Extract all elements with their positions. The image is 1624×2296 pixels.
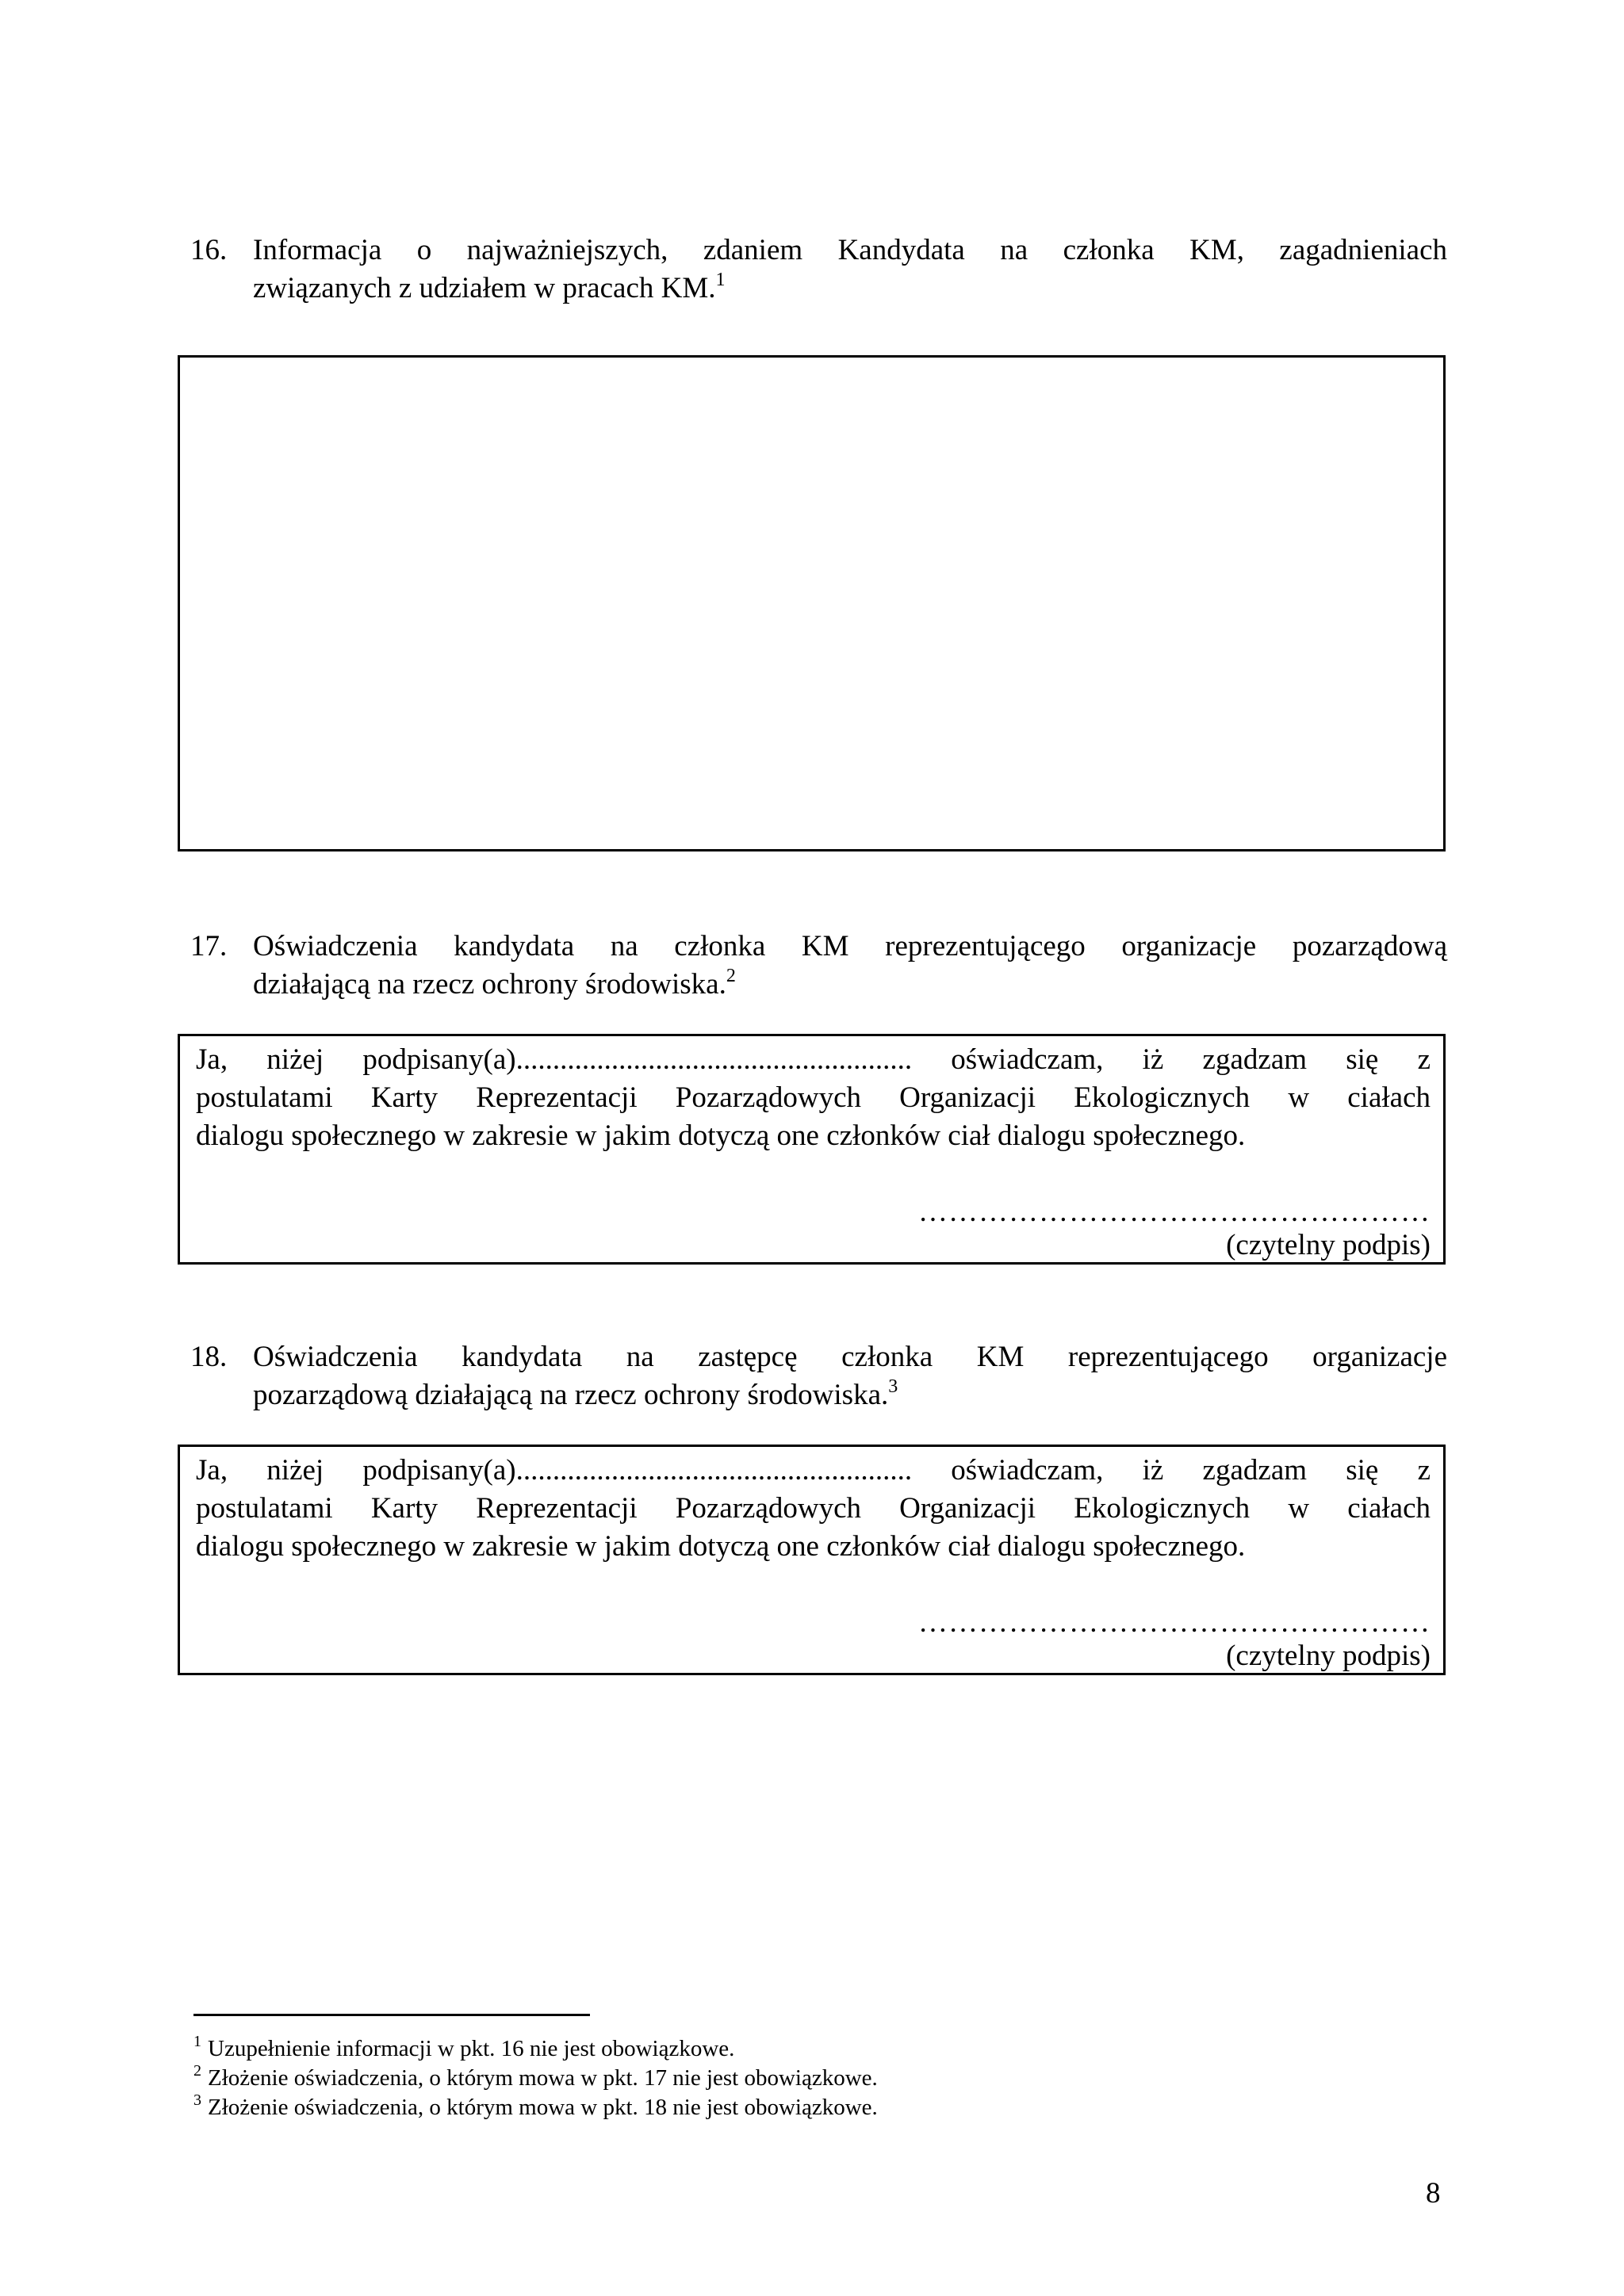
footnote-divider — [193, 2014, 590, 2016]
item-18-number: 18. — [190, 1341, 228, 1373]
item-16-answer-box[interactable] — [178, 355, 1446, 851]
item-18-heading-line2 — [253, 1376, 1447, 1414]
item-17-heading — [253, 928, 1447, 1004]
item-18-signature-label: (czytelny podpis) — [1226, 1640, 1431, 1672]
footnote-ref-3: 3 — [888, 1376, 898, 1397]
item-17-heading-line1: Oświadczenia kandydata na członka KM reprezentującego organizacje pozarządową — [253, 930, 1447, 962]
item-17-heading-line2-text: działającą na rzecz ochrony środowiska. — [253, 968, 726, 1001]
item-18-declaration-line2: postulatami Karty Reprezentacji Pozarządowych Organizacji Ekologicznych w ciałach — [196, 1492, 1431, 1525]
item-16-heading-line2-text: związanych z udziałem w pracach KM. — [253, 272, 716, 304]
item-18-heading — [253, 1338, 1447, 1414]
footnote-2 — [193, 2064, 1304, 2093]
item-16-heading — [253, 232, 1447, 308]
item-17-heading-line2 — [253, 966, 1447, 1004]
item-18-declaration-line3: dialogu społecznego w zakresie w jakim dotyczą one członków ciał dialogu społecznego. — [196, 1530, 1246, 1563]
item-18 — [190, 1338, 1447, 1414]
item-17-declaration-line1: Ja, niżej podpisany(a)...................................................... oświadczam, iż zgadzam się z — [196, 1043, 1431, 1076]
item-18-heading-line2-text: pozarządową działającą na rzecz ochrony środowiska. — [253, 1379, 889, 1411]
footnote-ref-1: 1 — [715, 269, 726, 290]
item-16-number: 16. — [190, 234, 228, 266]
item-17-declaration-box — [178, 1034, 1446, 1265]
footnote-2-mark: 2 — [193, 2062, 201, 2080]
footnote-1-mark: 1 — [193, 2033, 201, 2051]
footnote-3-text: Złożenie oświadczenia, o którym mowa w pkt. 18 nie jest obowiązkowe. — [208, 2095, 878, 2120]
item-18-declaration-box — [178, 1445, 1446, 1675]
item-17-number: 17. — [190, 930, 228, 962]
footnote-1 — [193, 2034, 1304, 2064]
item-18-heading-line1: Oświadczenia kandydata na zastępcę członka KM reprezentującego organizacje — [253, 1341, 1447, 1373]
item-18-signature-line[interactable]: …………………………………………… — [918, 1606, 1431, 1639]
item-17-signature-line[interactable]: …………………………………………… — [918, 1196, 1431, 1228]
item-17 — [190, 928, 1447, 1004]
footnote-2-text: Złożenie oświadczenia, o którym mowa w pkt. 17 nie jest obowiązkowe. — [208, 2065, 878, 2091]
item-16-heading-line1: Informacja o najważniejszych, zdaniem Kandydata na członka KM, zagadnieniach — [253, 234, 1447, 266]
page-number: 8 — [1426, 2177, 1441, 2210]
footnote-ref-2: 2 — [726, 965, 736, 986]
item-18-declaration-line1: Ja, niżej podpisany(a)...................................................... oświadczam, iż zgadzam się z — [196, 1454, 1431, 1487]
footnote-1-text: Uzupełnienie informacji w pkt. 16 nie jest obowiązkowe. — [208, 2036, 735, 2061]
item-17-declaration-line3: dialogu społecznego w zakresie w jakim dotyczą one członków ciał dialogu społecznego. — [196, 1119, 1246, 1152]
item-16 — [190, 232, 1447, 308]
item-17-signature-label: (czytelny podpis) — [1226, 1229, 1431, 1261]
item-17-declaration-line2: postulatami Karty Reprezentacji Pozarządowych Organizacji Ekologicznych w ciałach — [196, 1081, 1431, 1114]
footnotes — [193, 2034, 1304, 2122]
footnote-3-mark: 3 — [193, 2091, 201, 2110]
footnote-3 — [193, 2093, 1304, 2122]
item-16-heading-line2 — [253, 270, 1447, 308]
